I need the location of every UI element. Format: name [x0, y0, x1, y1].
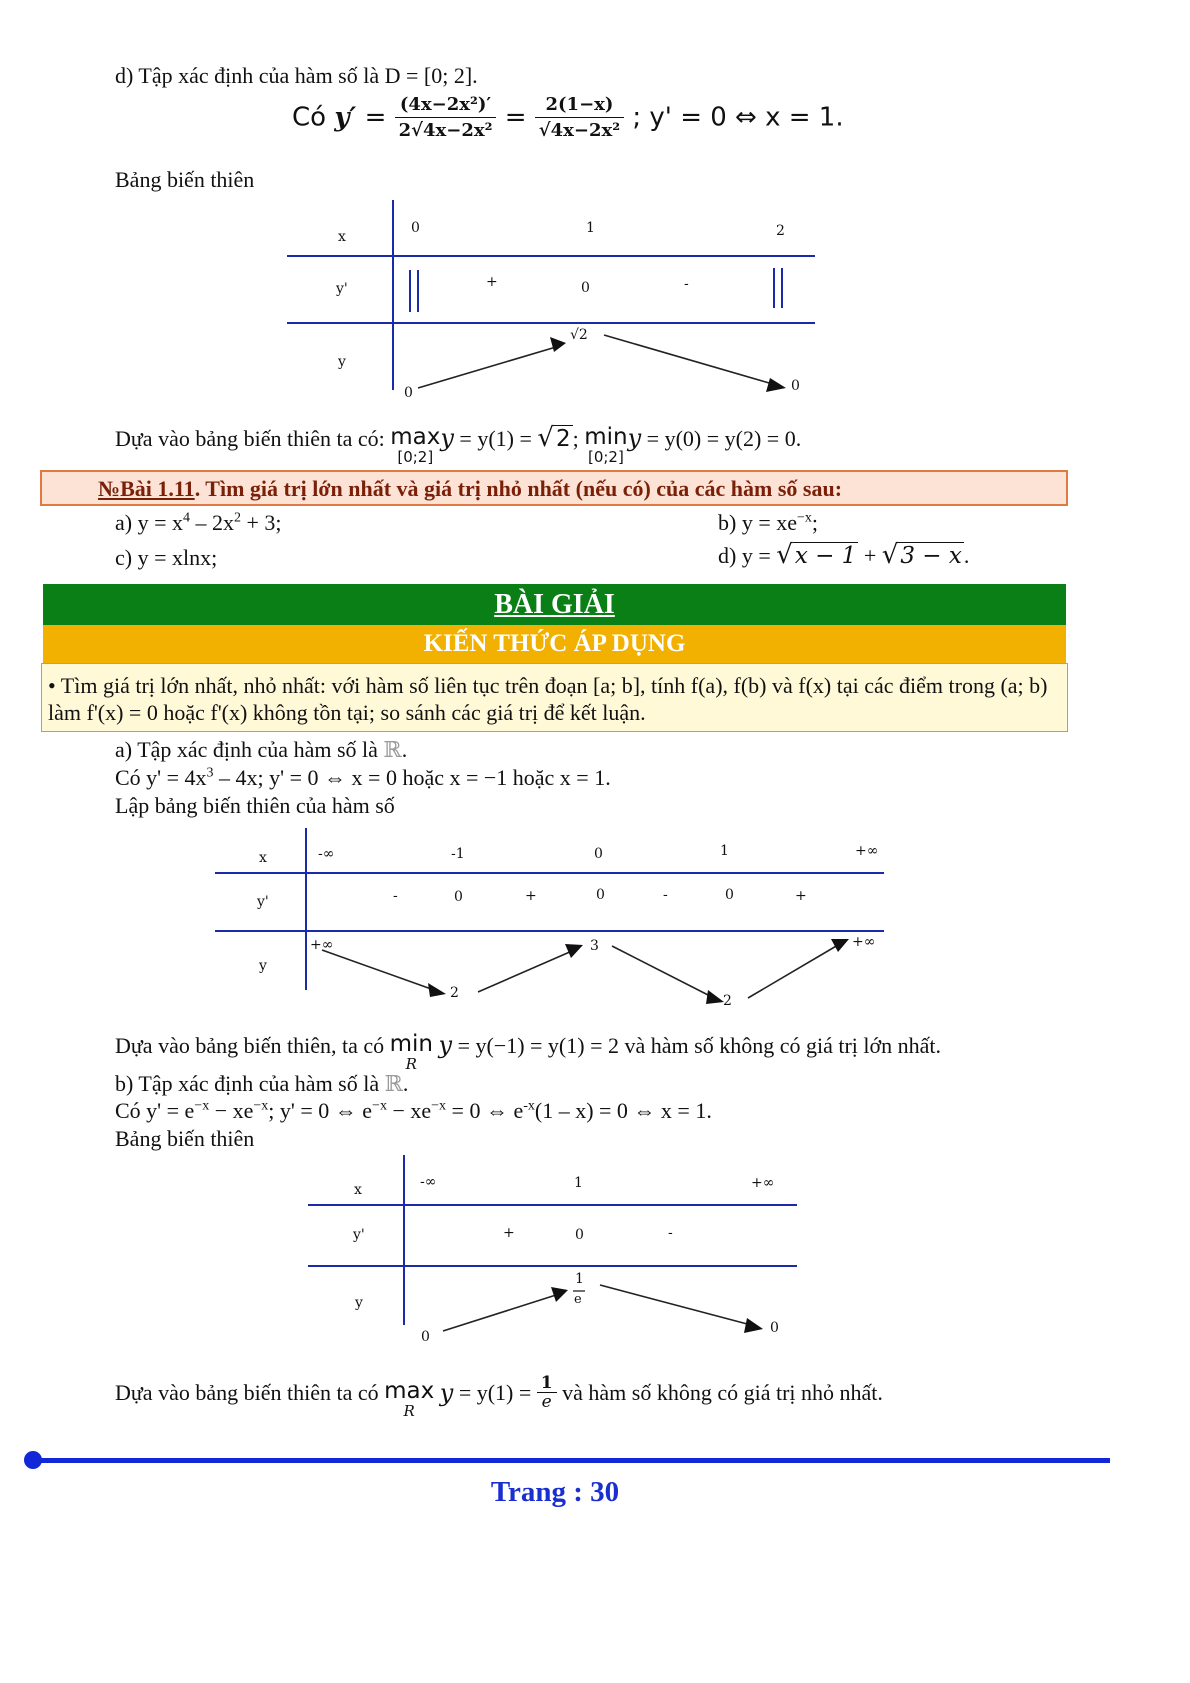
- min-operator: min [0;2]: [584, 424, 628, 466]
- table-d-x-1: 1: [586, 220, 595, 236]
- table-b-label-yprime: y': [353, 1227, 365, 1243]
- part-a-line1: a) Tập xác định của hàm số là ℝ.: [115, 737, 408, 762]
- arrowhead-down-icon: [744, 1318, 763, 1333]
- separator: ;: [572, 426, 579, 451]
- max-value: = y(1) =: [459, 426, 532, 451]
- table-d-x-0: 0: [411, 220, 420, 236]
- table-a-sign-2: +: [525, 888, 537, 904]
- max-operator: max [0;2]: [390, 424, 441, 466]
- table-d-sign-minus: -: [684, 276, 689, 292]
- table-d-sign-zero: 0: [581, 280, 590, 296]
- table-d-y-left: 0: [404, 385, 413, 401]
- table-a-y-2: 3: [590, 938, 599, 954]
- knowledge-text: • Tìm giá trị lớn nhất, nhỏ nhất: với hàm số liên tục trên đoạn [a; b], tính f(a), f(b) và f(x) tại các điểm trong (a; b) làm f'(x) = 0 hoặc f'(x) không tồn tại; so sánh các giá trị để kết luận.: [48, 673, 1048, 725]
- table-d-x-2: 2: [776, 223, 785, 239]
- table-a-x-3: 1: [720, 843, 729, 859]
- y-variable: y: [440, 424, 454, 452]
- table-a-sign-6: +: [795, 888, 807, 904]
- min-operator-a: min R: [389, 1031, 433, 1073]
- table-a-sign-5: 0: [725, 887, 734, 903]
- table-b-y-left: 0: [421, 1329, 430, 1345]
- table-a-sign-4: -: [663, 887, 668, 903]
- footer-dot-icon: [24, 1451, 42, 1469]
- table-d-y-max: √2: [570, 327, 588, 343]
- part-a-line3: Lập bảng biến thiên của hàm số: [115, 793, 395, 818]
- table-b-x-1: 1: [574, 1175, 583, 1191]
- table-b-x-2: +∞: [751, 1175, 775, 1191]
- table-b-sign-minus: -: [668, 1225, 673, 1241]
- table-b-y-max-den: e: [574, 1292, 582, 1307]
- equals-sign: =: [364, 102, 387, 133]
- knowledge-banner: KIẾN THỨC ÁP DỤNG: [43, 625, 1066, 663]
- table-a-sign-0: -: [393, 888, 398, 904]
- table-a-x-4: +∞: [855, 843, 879, 859]
- table-a-y-0: +∞: [310, 937, 334, 953]
- table-a-label-yprime: y': [257, 894, 269, 910]
- table-b-arrows: [443, 1285, 751, 1331]
- formula-yprime: y′: [334, 102, 357, 133]
- fraction-1-numerator: (4x−2x²)′: [395, 94, 497, 118]
- table-b-grid: [308, 1155, 797, 1325]
- sqrt-x-minus-1: √x − 1: [776, 540, 857, 570]
- conclusion-lead: Dựa vào bảng biến thiên ta có:: [115, 426, 385, 451]
- exercise-item-d: d) y = √x − 1 + √3 − x.: [718, 540, 970, 570]
- table-d-label-yprime: y': [336, 281, 348, 297]
- sqrt-two: √2: [537, 423, 571, 453]
- table-d-label-y: y: [338, 354, 346, 370]
- y-variable-2: y: [627, 424, 642, 452]
- min-value: = y(0) = y(2) = 0.: [646, 426, 802, 451]
- arrowhead-up-icon: [551, 1287, 568, 1302]
- fraction-2-denominator: √4x−2x²: [538, 120, 621, 141]
- table-a-sign-3: 0: [596, 887, 605, 903]
- formula-tail: ; y' = 0 ⇔ x = 1.: [632, 102, 844, 133]
- exercise-instruction: . Tìm giá trị lớn nhất và giá trị nhỏ nhất (nếu có) của các hàm số sau:: [194, 476, 843, 501]
- table-a-label-x: x: [259, 850, 267, 866]
- exercise-item-a: a) $y = x^4 - 2x^2 + 3$;: [115, 510, 282, 535]
- exercise-item-c: c) y = xlnx;: [115, 545, 218, 570]
- exercise-item-b: b) $y = xe^{-x}$;: [718, 510, 819, 535]
- equals-sign-2: =: [504, 102, 527, 133]
- table-a-y-1: 2: [450, 985, 459, 1001]
- part-b-line3: Bảng biến thiên: [115, 1126, 255, 1151]
- table-b-y-max-num: 1: [575, 1271, 584, 1287]
- table-a-label-y: y: [259, 958, 267, 974]
- table-b-sign-plus: +: [503, 1225, 515, 1241]
- formula-prefix: Có: [292, 102, 327, 133]
- part-d-domain: d) Tập xác định của hàm số là D = [0; 2].: [115, 63, 478, 88]
- part-a-conclusion: Dựa vào bảng biến thiên, ta có min R y = y(−1) = y(1) = 2 và hàm số không có giá trị lớn nhất.: [115, 1031, 942, 1073]
- fraction-2-numerator: 2(1−x): [535, 94, 624, 118]
- table-a-y-4: +∞: [852, 934, 876, 950]
- part-b-line1: b) Tập xác định của hàm số là ℝ.: [115, 1071, 409, 1096]
- table-d-y-right: 0: [791, 378, 800, 394]
- table-a-y-3: 2: [723, 993, 732, 1009]
- table-a-x-0: -∞: [318, 846, 335, 862]
- table-d-sign-plus: +: [486, 274, 498, 290]
- table-a-x-2: 0: [594, 846, 603, 862]
- fraction-1-denominator: 2√4x−2x²: [398, 120, 493, 141]
- table-b-label-y: y: [355, 1295, 363, 1311]
- part-b-line2: Có $y' = e^{-x} - xe^{-x}$; y' = 0 ⇔ $e^{-x} - xe^{-x} = 0$ ⇔ $e^{-x}(1 - x) = 0$ ⇔ x = 1.: [115, 1098, 712, 1123]
- footer-rule: [30, 1458, 1110, 1463]
- part-a-line2: Có $y' = 4x^3 - 4x$; y' = 0 ⇔ x = 0 hoặc x = −1 hoặc x = 1.: [115, 765, 611, 790]
- table-b-sign-zero: 0: [575, 1227, 584, 1243]
- table-a-sign-1: 0: [454, 889, 463, 905]
- table-b-y-right: 0: [770, 1320, 779, 1336]
- exercise-number: №Bài 1.11: [98, 476, 195, 501]
- max-operator-b: max R: [384, 1378, 435, 1420]
- table-a-x-1: -1: [451, 846, 465, 862]
- one-over-e: $\frac{1}{e}$: [537, 1374, 557, 1411]
- part-b-conclusion: Dựa vào bảng biến thiên ta có max R y = y(1) = $\frac{1}{e}$ và hàm số không có giá trị nhỏ nhất.: [115, 1373, 883, 1420]
- sqrt-3-minus-x: √3 − x: [881, 540, 962, 570]
- solution-banner: BÀI GIẢI: [43, 584, 1066, 625]
- table-b-x-0: -∞: [420, 1174, 437, 1190]
- table-b-label-x: x: [354, 1182, 362, 1198]
- part-d-table-title: Bảng biến thiên: [115, 167, 255, 192]
- table-d-label-x: x: [338, 229, 346, 245]
- page-number: Trang : 30: [490, 1476, 620, 1508]
